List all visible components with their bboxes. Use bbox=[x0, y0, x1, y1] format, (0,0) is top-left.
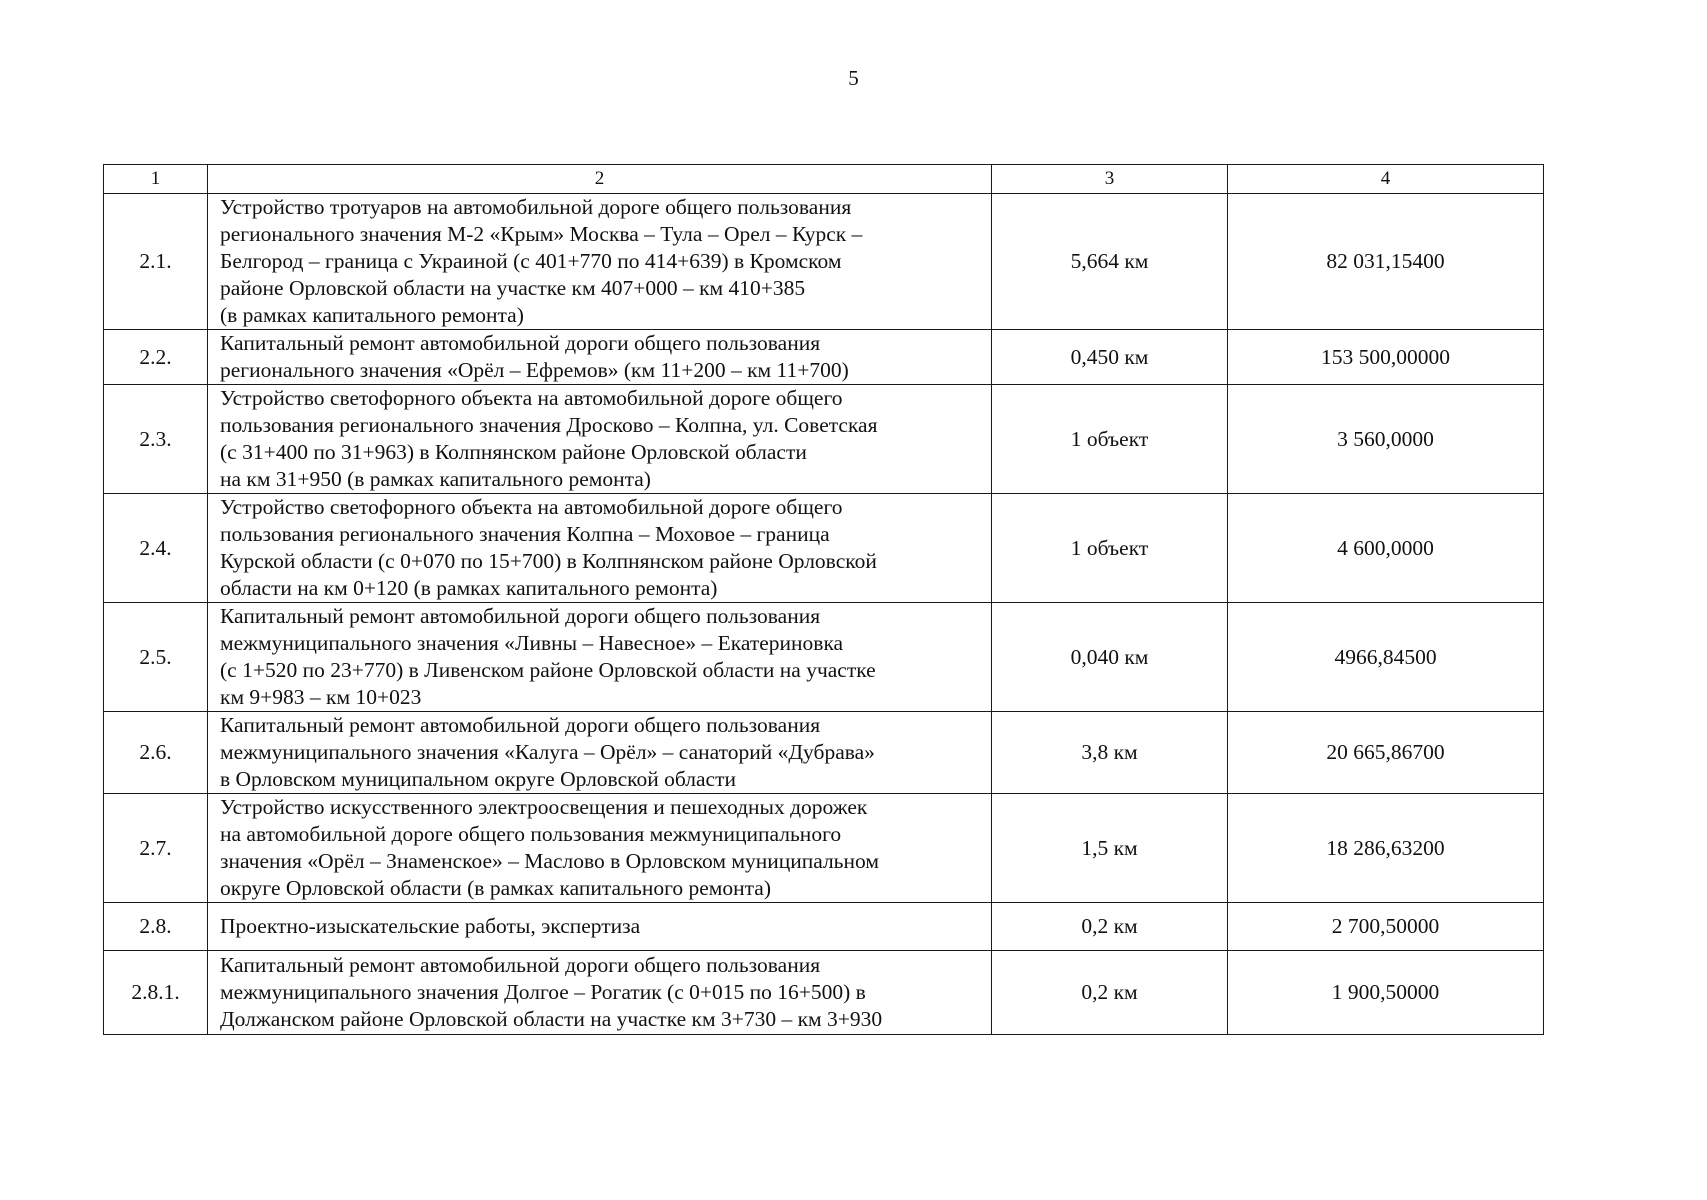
work-description bbox=[208, 494, 992, 603]
description-line: регионального значения М-2 «Крым» Москва – Тула – Орел – Курск – bbox=[220, 222, 863, 246]
work-description bbox=[208, 903, 992, 951]
work-description bbox=[208, 951, 992, 1035]
quantity-cell: 1 объект bbox=[992, 385, 1228, 494]
quantity-cell: 1 объект bbox=[992, 494, 1228, 603]
amount-cell: 82 031,15400 bbox=[1228, 194, 1544, 330]
work-description bbox=[208, 794, 992, 903]
works-table bbox=[103, 164, 1544, 1035]
table-row bbox=[104, 494, 1544, 603]
row-number: 2.2. bbox=[104, 330, 208, 385]
description-line: (с 1+520 по 23+770) в Ливенском районе Орловской области на участке bbox=[220, 658, 876, 682]
description-line: пользования регионального значения Колпна – Моховое – граница bbox=[220, 522, 830, 546]
work-description bbox=[208, 194, 992, 330]
description-line: Капитальный ремонт автомобильной дороги общего пользования bbox=[220, 331, 821, 355]
amount-cell: 2 700,50000 bbox=[1228, 903, 1544, 951]
description-line: районе Орловской области на участке км 407+000 – км 410+385 bbox=[220, 276, 806, 300]
page-number: 5 bbox=[848, 66, 859, 90]
table-row bbox=[104, 385, 1544, 494]
work-description bbox=[208, 603, 992, 712]
description-line: в Орловском муниципальном округе Орловской области bbox=[220, 767, 736, 791]
table-header-row bbox=[104, 165, 1544, 194]
description-line: межмуниципального значения «Ливны – Навесное» – Екатериновка bbox=[220, 631, 844, 655]
description-line: пользования регионального значения Дросково – Колпна, ул. Советская bbox=[220, 413, 878, 437]
description-line: области на км 0+120 (в рамках капитального ремонта) bbox=[220, 576, 718, 600]
row-number: 2.8.1. bbox=[104, 951, 208, 1035]
description-line: Устройство светофорного объекта на автомобильной дороге общего bbox=[220, 495, 843, 519]
description-line: значения «Орёл – Знаменское» – Маслово в Орловском муниципальном bbox=[220, 849, 879, 873]
row-number: 2.5. bbox=[104, 603, 208, 712]
quantity-cell: 3,8 км bbox=[992, 712, 1228, 794]
quantity-cell: 5,664 км bbox=[992, 194, 1228, 330]
column-header: 1 bbox=[104, 165, 208, 194]
description-line: км 9+983 – км 10+023 bbox=[220, 685, 422, 709]
table-row bbox=[104, 603, 1544, 712]
table-body bbox=[104, 194, 1544, 1035]
description-line: Курской области (с 0+070 по 15+700) в Колпнянском районе Орловской bbox=[220, 549, 877, 573]
quantity-cell: 0,450 км bbox=[992, 330, 1228, 385]
table-row bbox=[104, 903, 1544, 951]
row-number: 2.4. bbox=[104, 494, 208, 603]
table-row bbox=[104, 194, 1544, 330]
quantity-cell: 0,2 км bbox=[992, 903, 1228, 951]
description-line: Капитальный ремонт автомобильной дороги общего пользования bbox=[220, 604, 821, 628]
amount-cell: 18 286,63200 bbox=[1228, 794, 1544, 903]
description-line: межмуниципального значения «Калуга – Орёл» – санаторий «Дубрава» bbox=[220, 740, 875, 764]
amount-cell: 4966,84500 bbox=[1228, 603, 1544, 712]
column-header: 2 bbox=[208, 165, 992, 194]
amount-cell: 3 560,0000 bbox=[1228, 385, 1544, 494]
description-line: Устройство светофорного объекта на автомобильной дороге общего bbox=[220, 386, 843, 410]
table-row bbox=[104, 951, 1544, 1035]
amount-cell: 4 600,0000 bbox=[1228, 494, 1544, 603]
description-line: Капитальный ремонт автомобильной дороги общего пользования bbox=[220, 713, 821, 737]
description-line: Устройство тротуаров на автомобильной дороге общего пользования bbox=[220, 195, 852, 219]
description-line: Проектно-изыскательские работы, экспертиза bbox=[220, 914, 641, 938]
amount-cell: 153 500,00000 bbox=[1228, 330, 1544, 385]
row-number: 2.7. bbox=[104, 794, 208, 903]
row-number: 2.8. bbox=[104, 903, 208, 951]
row-number: 2.3. bbox=[104, 385, 208, 494]
quantity-cell: 0,2 км bbox=[992, 951, 1228, 1035]
description-line: Белгород – граница с Украиной (с 401+770 по 414+639) в Кромском bbox=[220, 249, 842, 273]
table-row bbox=[104, 712, 1544, 794]
row-number: 2.6. bbox=[104, 712, 208, 794]
row-number: 2.1. bbox=[104, 194, 208, 330]
work-description bbox=[208, 385, 992, 494]
quantity-cell: 1,5 км bbox=[992, 794, 1228, 903]
description-line: (в рамках капитального ремонта) bbox=[220, 303, 524, 327]
work-description bbox=[208, 712, 992, 794]
description-line: округе Орловской области (в рамках капитального ремонта) bbox=[220, 876, 772, 900]
column-header: 3 bbox=[992, 165, 1228, 194]
description-line: регионального значения «Орёл – Ефремов» (км 11+200 – км 11+700) bbox=[220, 358, 849, 382]
description-line: на км 31+950 (в рамках капитального ремонта) bbox=[220, 467, 651, 491]
description-line: Устройство искусственного электроосвещения и пешеходных дорожек bbox=[220, 795, 868, 819]
description-line: Должанском районе Орловской области на участке км 3+730 – км 3+930 bbox=[220, 1007, 883, 1031]
amount-cell: 20 665,86700 bbox=[1228, 712, 1544, 794]
description-line: межмуниципального значения Долгое – Рогатик (с 0+015 по 16+500) в bbox=[220, 980, 866, 1004]
table-row bbox=[104, 330, 1544, 385]
quantity-cell: 0,040 км bbox=[992, 603, 1228, 712]
table-row bbox=[104, 794, 1544, 903]
work-description bbox=[208, 330, 992, 385]
description-line: (с 31+400 по 31+963) в Колпнянском районе Орловской области bbox=[220, 440, 807, 464]
description-line: на автомобильной дороге общего пользования межмуниципального bbox=[220, 822, 842, 846]
column-header: 4 bbox=[1228, 165, 1544, 194]
amount-cell: 1 900,50000 bbox=[1228, 951, 1544, 1035]
description-line: Капитальный ремонт автомобильной дороги общего пользования bbox=[220, 953, 821, 977]
